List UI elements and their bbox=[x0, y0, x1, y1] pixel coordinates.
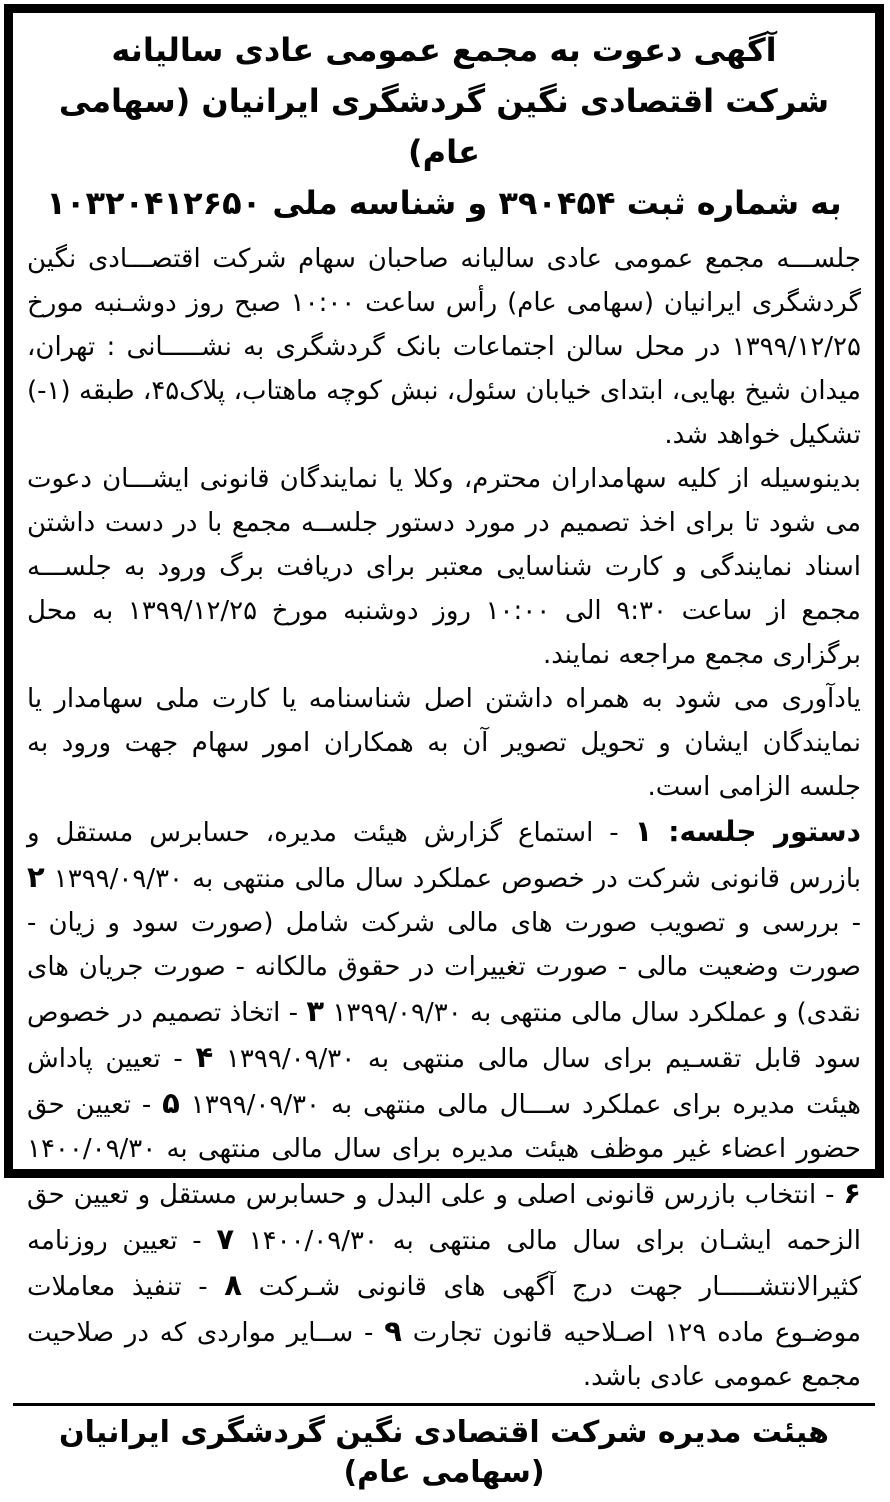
agenda-item-number: ۶ bbox=[843, 1176, 861, 1210]
agenda-item-number: ۷ bbox=[216, 1222, 235, 1256]
invitation-paragraph: بدینوسیله از کلیه سهامداران محترم، وکلا یا نمایندگان قانونی ایشـــان دعوت می شود تا برای اخذ تصمیم در مورد دستور جلســه مجمع با در دست داشتن اسناد نمایندگی و کارت شناسایی معتبر برای دریافت برگ ورود به جلســـه مجمع از ساعت ۹:۳۰ الی ۱۰:۰۰ روز دوشنبه مورخ ۱۳۹۹/۱۲/۲۵ به محل برگزاری مجمع مراجعه نمایند. bbox=[27, 464, 861, 670]
agenda-item-number: ۱ bbox=[634, 814, 653, 848]
agenda-item-number: ۸ bbox=[224, 1268, 242, 1302]
agenda-item-number: ۹ bbox=[384, 1314, 402, 1348]
signature-line: هیئت مدیره شرکت اقتصادی نگین گردشگری ایرانیان (سهامی عام) bbox=[59, 1415, 829, 1490]
notice-footer bbox=[27, 1399, 861, 1502]
agenda-item-number: ۵ bbox=[162, 1086, 180, 1120]
notice-border-frame bbox=[4, 4, 884, 1490]
agenda-paragraph bbox=[27, 809, 861, 1399]
agenda-items: ۱ - استماع گزارش هیئت مدیره، حسابرس مستقل و بازرس قانونی شرکت در خصوص عملکرد سال مالی منتهی به ۱۳۹۹/۰۹/۳۰ ۲ - بررسی و تصویب صورت های مالی شرکت شامل (صورت سود و زیان - صورت وضعیت مالی - صورت تغییرات در حقوق مالکانه - صورت جریان های نقدی) و عملکرد سال مالی منتهی به ۱۳۹۹/۰۹/۳۰ ۳ - اتخاذ تصمیم در خصوص سود قابل تقسـیم برای سال مالی منتهی به ۱۳۹۹/۰۹/۳۰ ۴ - تعیین پاداش هیئت مدیره برای عملکرد ســـال مالی منتهی به ۱۳۹۹/۰۹/۳۰ ۵ - تعیین حق حضور اعضاء غیر موظف هیئت مدیره برای سال مالی منتهی به ۱۴۰۰/۰۹/۳۰ ۶ - انتخاب بازرس قانونی اصلی و علی البدل و حسابرس مستقل و تعیین حق الزحمه ایشـان برای سال مالی منتهی به ۱۴۰۰/۰۹/۳۰ ۷ - تعیین روزنامه کثیرالانتشـــــار جهت درج آگهی های قانونی شـرکت ۸ - تنفیذ معاملات موضـوع ماده ۱۲۹ اصـلاحیه قانون تجارت ۹ - ســایر مواردی که در صلاحیت مجمع عمومی عادی باشد. bbox=[27, 814, 862, 1392]
notice-header bbox=[27, 19, 861, 237]
agenda-item-number: ۴ bbox=[195, 1040, 214, 1074]
notice-title: آگهی دعوت به مجمع عمومی عادی سالیانه bbox=[111, 31, 777, 69]
meeting-details-paragraph: جلســـه مجمع عمومی عادی سالیانه صاحبان سهام شرکت اقتصـــادی نگین گردشگری ایرانیان (سهامی عام) رأس ساعت ۱۰:۰۰ صبح روز دوشـنبه مورخ ۱۳۹۹/۱۲/۲۵ در محل سالن اجتماعات بانک گردشگری به نشـــــانی : تهران، میدان شیخ بهایی، ابتدای خیابان سئول، نبش کوچه ماهتاب، پلاک۴۵، طبقه (۱-) تشکیل خواهد شد. bbox=[27, 244, 862, 450]
agenda-label: دستور جلسه: bbox=[668, 815, 861, 848]
agenda-item-number: ۳ bbox=[306, 994, 325, 1028]
agenda-item-number: ۲ bbox=[27, 860, 45, 894]
registration-id-line: به شماره ثبت ۳۹۰۴۵۴ و شناسه ملی ۱۰۳۲۰۴۱۲۶۵۰ bbox=[46, 184, 842, 222]
company-name-line: شرکت اقتصادی نگین گردشگری ایرانیان (سهامی عام) bbox=[58, 82, 830, 171]
reminder-paragraph: یادآوری می شود به همراه داشتن اصل شناسنامه یا کارت ملی سهامدار یا نمایندگان ایشان و تحویل تصویر آن به همکاران امور سهام جهت ورود به جلسه الزامی است. bbox=[27, 684, 861, 802]
